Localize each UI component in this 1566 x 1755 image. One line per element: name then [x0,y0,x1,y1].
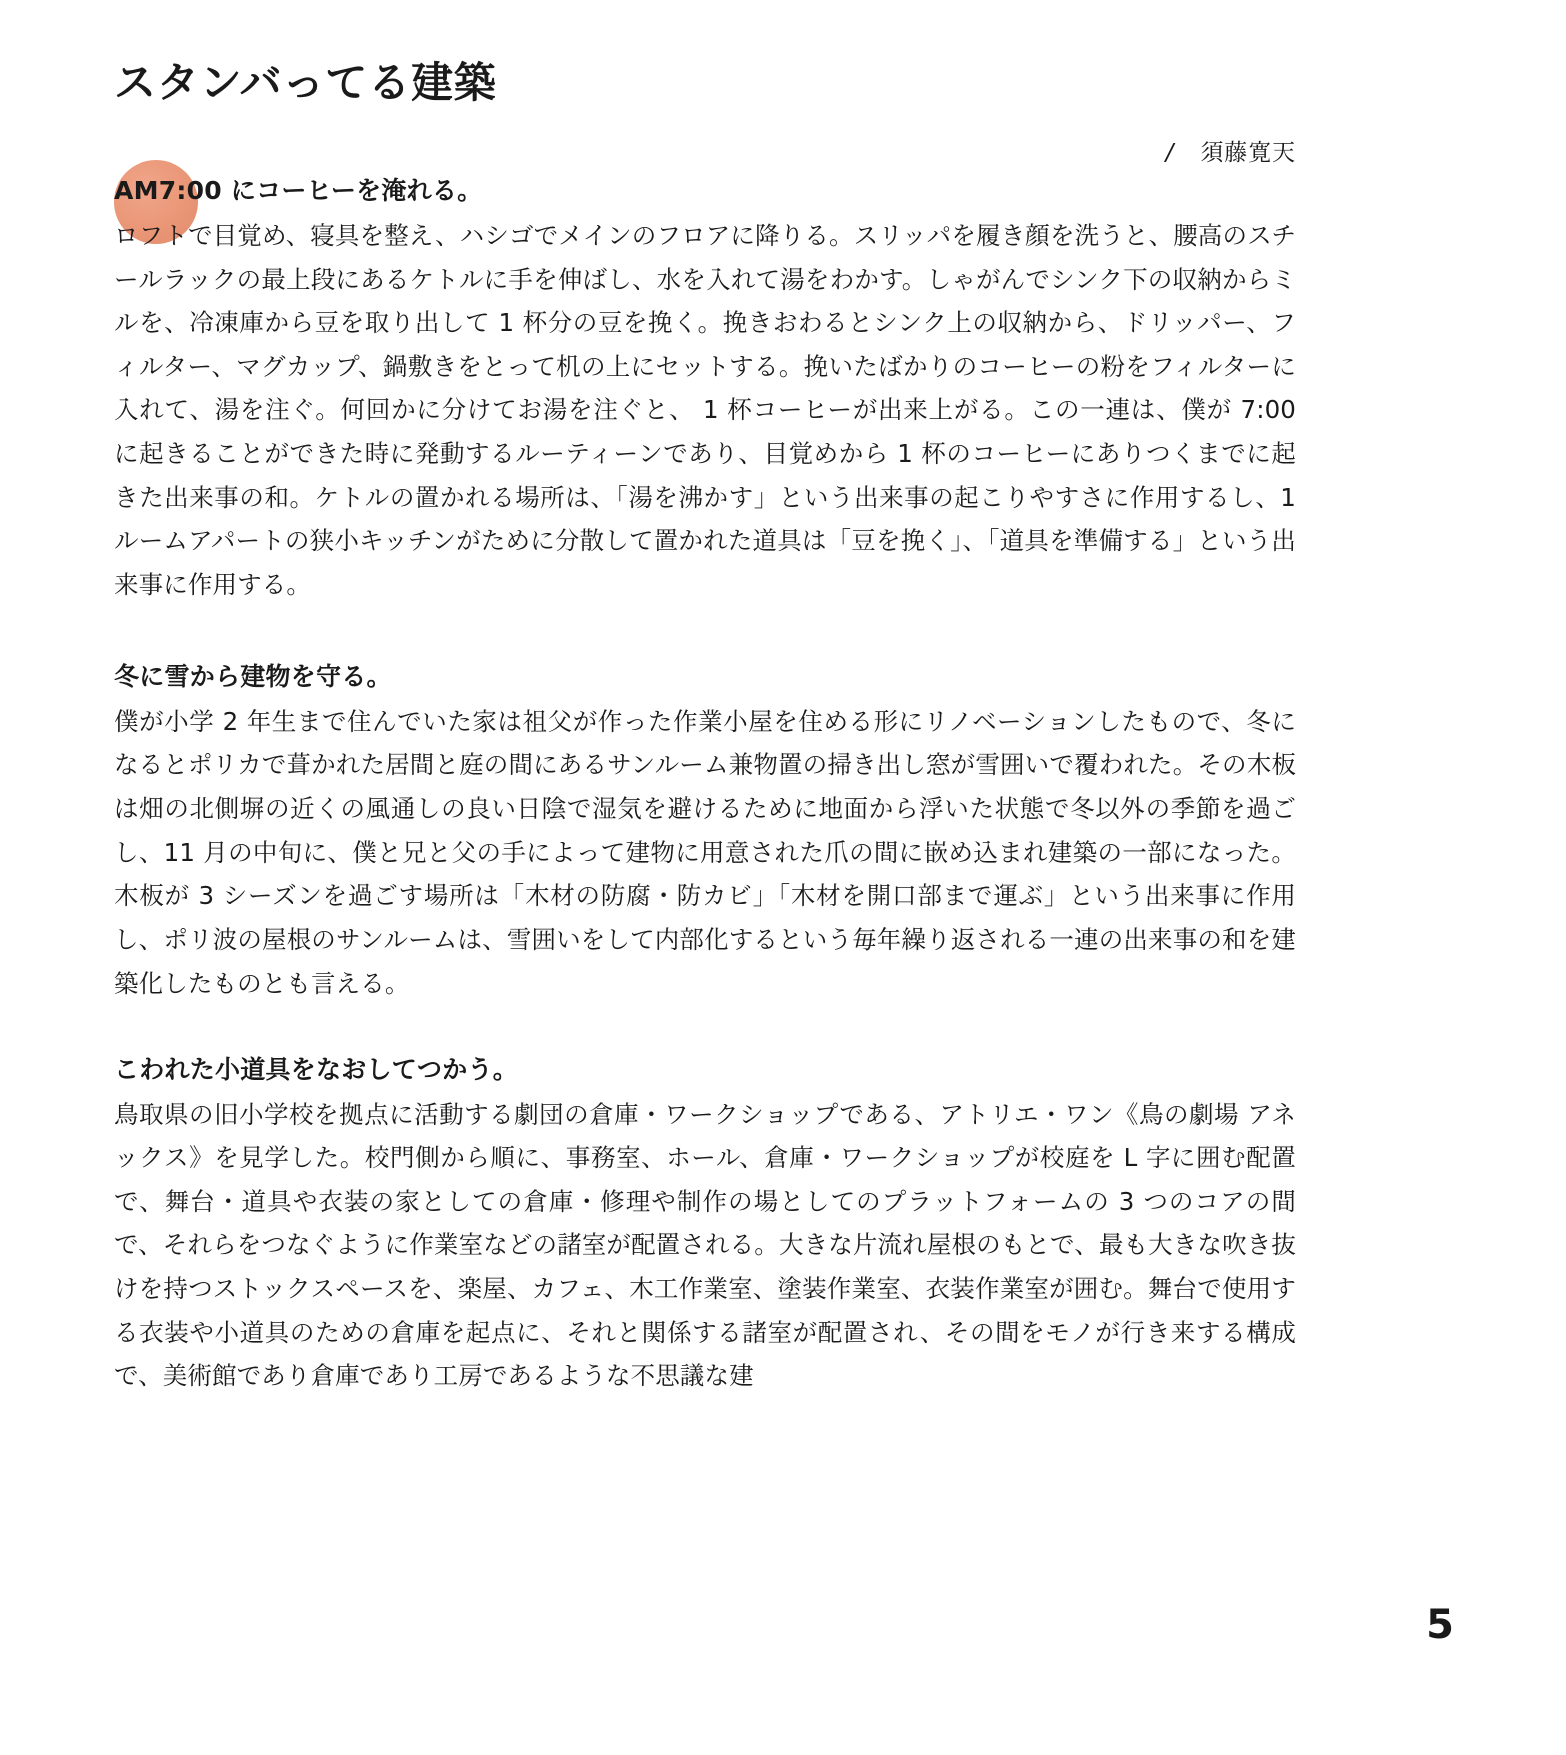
page-content [114,58,1296,1398]
section-heading: AM7:00 にコーヒーを淹れる。 [114,176,483,206]
byline-separator: / [1165,140,1175,167]
section-paragraph: ロフトで目覚め、寝具を整え、ハシゴでメインのフロアに降りる。スリッパを履き顔を洗うと、腰高のスチールラックの最上段にあるケトルに手を伸ばし、水を入れて湯をわかす。しゃがんでシンク下の収納からミルを、冷凍庫から豆を取り出して 1 杯分の豆を挽く。挽きおわるとシンク上の収納から、ドリッパー、フィルター、マグカップ、鍋敷きをとって机の上にセットする。挽いたばかりのコーヒーの粉をフィルターに入れて、湯を注ぐ。何回かに分けてお湯を注ぐと、 1 杯コーヒーが出来上がる。この一連は、僕が 7:00 に起きることができた時に発動するルーティーンであり、目覚めから 1 杯のコーヒーにありつくまでに起きた出来事の和。ケトルの置かれる場所は、「湯を沸かす」という出来事の起こりやすさに作用するし、1 ルームアパートの狭小キッチンがために分散して置かれた道具は「豆を挽く」、「道具を準備する」という出来事に作用する。 [114,220,1296,599]
byline [114,134,1296,166]
section-broken-props [114,1051,1296,1398]
section-paragraph: 僕が小学 2 年生まで住んでいた家は祖父が作った作業小屋を住める形にリノベーションしたもので、冬になるとポリカで葺かれた居間と庭の間にあるサンルーム兼物置の掃き出し窓が雪囲いで覆われた。その木板は畑の北側塀の近くの風通しの良い日陰で湿気を避けるために地面から浮いた状態で冬以外の季節を過ごし、11 月の中旬に、僕と兄と父の手によって建物に用意された爪の間に嵌め込まれ建築の一部になった。木板が 3 シーズンを過ごす場所は「木材の防腐・防カビ」「木材を開口部まで運ぶ」という出来事に作用し、ポリ波の屋根のサンルームは、雪囲いをして内部化するという毎年繰り返される一連の出来事の和を建築化したものとも言える。 [114,706,1296,998]
section-heading: 冬に雪から建物を守る。 [114,662,392,692]
section-heading: こわれた小道具をなおしてつかう。 [114,1055,519,1085]
page-title: スタンバってる建築 [114,58,497,107]
article-body [114,172,1296,1398]
page-number: 5 [1426,1602,1454,1648]
byline-author: 須藤寛天 [1200,140,1296,167]
section-winter-snow [114,658,1296,1005]
section-coffee [114,172,1296,606]
section-paragraph: 鳥取県の旧小学校を拠点に活動する劇団の倉庫・ワークショップである、アトリエ・ワン《鳥の劇場 アネックス》を見学した。校門側から順に、事務室、ホール、倉庫・ワークショップが校庭を L 字に囲む配置で、舞台・道具や衣装の家としての倉庫・修理や制作の場としてのプラットフォームの 3 つのコアの間で、それらをつなぐように作業室などの諸室が配置される。大きな片流れ屋根のもとで、最も大きな吹き抜けを持つストックスペースを、楽屋、カフェ、木工作業室、塗装作業室、衣装作業室が囲む。舞台で使用する衣装や小道具のための倉庫を起点に、それと関係する諸室が配置され、その間をモノが行き来する構成で、美術館であり倉庫であり工房であるような不思議な建 [114,1099,1296,1391]
